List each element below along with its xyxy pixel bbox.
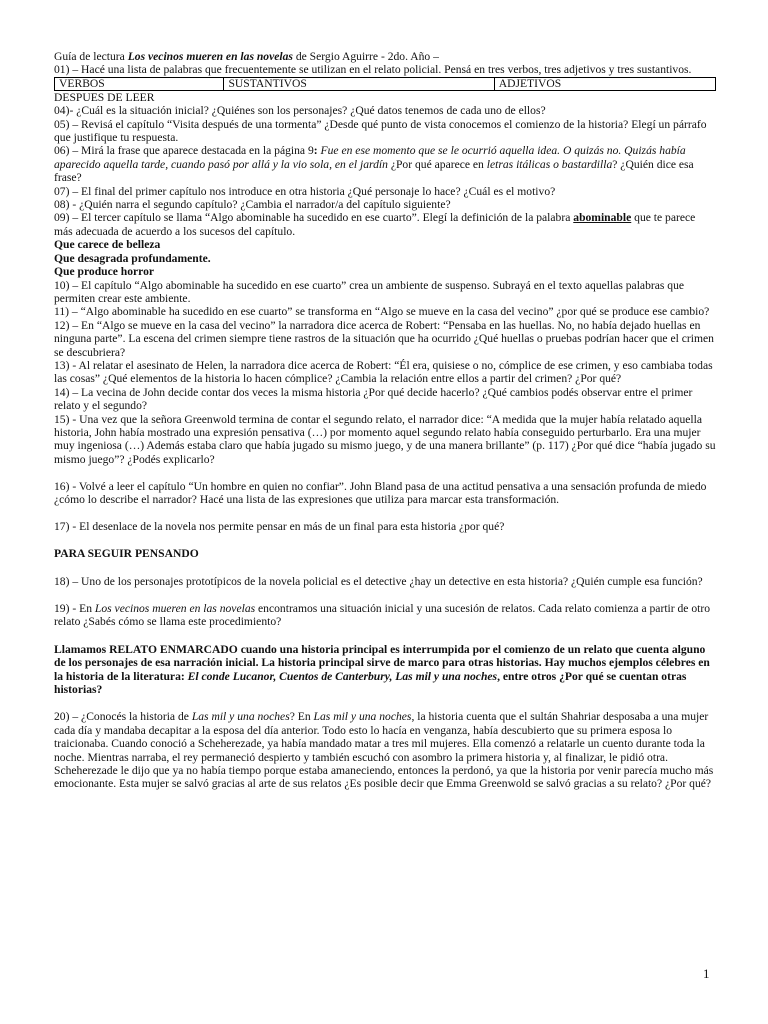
- highlighted-quote: Fue en ese momento que se le ocurrió aquella idea. O quizás no. Quizás había aparecido aquella tarde, cuando pasó por allá y la vio sola, en el jardín: [54, 144, 686, 171]
- keyword-abominable: abominable: [573, 211, 632, 225]
- relato-enmarcado-definition: Llamamos RELATO ENMARCADO cuando una historia principal es interrumpida por el comienzo de un relato que cuenta alguno de los personajes de esa narración inicial. La historia principal sirve de marco para otras historias. Hay muchos ejemplos célebres en la historia de la literatura: El conde Lucanor, Cuentos de Canterbury, Las mil y una noches, entre otros ¿Por qué se cuentan otras historias?: [54, 642, 710, 697]
- definition-option: Que produce horror: [54, 265, 155, 279]
- document-header: Guía de lectura Los vecinos mueren en las novelas de Sergio Aguirre - 2do. Año –: [54, 50, 439, 63]
- question-15: 15) - Una vez que la señora Greenwold termina de contar el segundo relato, el narrador dice: “A medida que la mujer había relatado aquella historia, John había mostrado una expresión pensativa (…) por momento aquel segundo relato había conseguido perturbarlo. Era una mujer muy ingeniosa (…) Además estaba claro que había jugado su mismo juego, y de una manera brillante” (p. 117) ¿Por qué dice “había jugado su mismo juego”? ¿Podés explicarlo?: [54, 412, 716, 466]
- book-title: Los vecinos mueren en las novelas: [127, 50, 293, 63]
- section-para-seguir-pensando: PARA SEGUIR PENSANDO: [54, 547, 199, 561]
- definition-option: Que desagrada profundamente.: [54, 251, 211, 265]
- question-11: 11) – “Algo abominable ha sucedido en ese cuarto” se transforma en “Algo se mueve en la casa del vecino” ¿por qué se produce ese cambio?: [54, 305, 710, 319]
- question-18: 18) – Uno de los personajes prototípicos de la novela policial es el detective ¿hay un detective en esta historia? ¿Quién cumple esa función?: [54, 574, 703, 588]
- section-despues-de-leer: DESPUES DE LEER: [54, 90, 155, 104]
- question-05: 05) – Revisá el capítulo “Visita después de una tormenta” ¿Desde qué punto de vista conocemos el comienzo de la historia? Elegí un párrafo que justifique tu respuesta.: [54, 117, 707, 145]
- definition-option: Que carece de belleza: [54, 238, 161, 252]
- column-adjetivos: ADJETIVOS: [494, 77, 715, 90]
- book-title-inline: Los vecinos mueren en las novelas: [94, 602, 256, 615]
- question-06: 06) – Mirá la frase que aparece destacada en la página 9: Fue en ese momento que se le ocurrió aquella idea. O quizás no. Quizás había aparecido aquella tarde, cuando pasó por allá y la vio sola, en el jardín ¿Por qué aparece en letras itálicas o bastardilla? ¿Quién dice esa frase?: [54, 144, 694, 185]
- question-10: 10) – El capítulo “Algo abominable ha sucedido en ese cuarto” crea un ambiente de suspenso. Subrayá en el texto aquellas palabras que permiten crear este ambiente.: [54, 278, 685, 305]
- question-20: 20) – ¿Conocés la historia de Las mil y una noches? En Las mil y una noches, la historia cuenta que el sultán Shahriar desposaba a una mujer cada día y mandaba decapitar a la esposa del día anterior. Todo esto lo hacía en venganza, había descubierto que su primera esposa lo traicionaba. Cuando conoció a Scheherezade, ya había mandado matar a tres mil mujeres. Ella comenzó a relatarle un cuento durante toda la noche. Mientras narraba, el rey permaneció despierto y también escuchó con asombro la primera historia y, al finalizar, le pidió otra. Scheherezade le dijo que ya no había tiempo porque estaba amaneciendo, entonces la perdonó, ya que la historia por venir parecía mucho más emocionante. Esta mujer se salvó gracias al arte de sus relatos ¿Es posible decir que Emma Greenwold se salvó gracias a su relato? ¿Por qué?: [54, 710, 714, 791]
- question-13: 13) - Al relatar el asesinato de Helen, la narradora dice acerca de Robert: “Él era, quisiese o no, cómplice de ese crimen, y eso cambiaba todas las cosas” ¿Qué elementos de la historia lo hacen cómplice? ¿Cambia la relación entre ellos a partir del crimen? ¿Por qué?: [54, 358, 713, 386]
- question-09: 09) – El tercer capítulo se llama “Algo abominable ha sucedido en ese cuarto”. Elegí la definición de la palabra abominable que te parece más adecuada de acuerdo a los sucesos del capítulo.: [54, 211, 696, 238]
- column-verbos: VERBOS: [55, 77, 224, 90]
- question-14: 14) – La vecina de John decide contar dos veces la misma historia ¿Por qué decide hacerlo? ¿Qué cambios podés observar entre el primer relato y el segundo?: [54, 385, 693, 413]
- question-08: 08) - ¿Quién narra el segundo capítulo? ¿Cambia el narrador/a del capítulo siguiente?: [54, 198, 451, 212]
- question-17: 17) - El desenlace de la novela nos permite pensar en más de un final para esta historia ¿por qué?: [54, 519, 505, 533]
- page-number: 1: [703, 966, 710, 981]
- words-table: [54, 77, 716, 91]
- question-01: 01) – Hacé una lista de palabras que frecuentemente se utilizan en el relato policial. Pensá en tres verbos, tres adjetivos y tres sustantivos.: [54, 63, 692, 77]
- question-19: 19) - En Los vecinos mueren en las novelas encontramos una situación inicial y una sucesión de relatos. Cada relato comienza a partir de otro relato ¿Sabés cómo se llama este procedimiento?: [54, 602, 711, 629]
- column-sustantivos: SUSTANTIVOS: [224, 77, 494, 90]
- question-16: 16) - Volvé a leer el capítulo “Un hombre en quien no confiar”. John Bland pasa de una actitud pensativa a una sensación profunda de miedo ¿cómo lo describe el narrador? Hacé una lista de las expresiones que utiliza para marcar esta transformación.: [54, 479, 707, 506]
- question-12: 12) – En “Algo se mueve en la casa del vecino” la narradora dice acerca de Robert: “Pensaba en las huellas. No, no había dejado huellas en ninguna parte”. La escena del crimen siempre tiene rastros de la situación que ha ocurrido ¿Qué huellas o pruebas podrían hacer que el crimen se descubriera?: [54, 318, 714, 359]
- question-04: 04)- ¿Cuál es la situación inicial? ¿Quiénes son los personajes? ¿Qué datos tenemos de cada uno de ellos?: [54, 104, 546, 118]
- question-07: 07) – El final del primer capítulo nos introduce en otra historia ¿Qué personaje lo hace? ¿Cuál es el motivo?: [54, 184, 556, 198]
- document-page: [54, 50, 716, 791]
